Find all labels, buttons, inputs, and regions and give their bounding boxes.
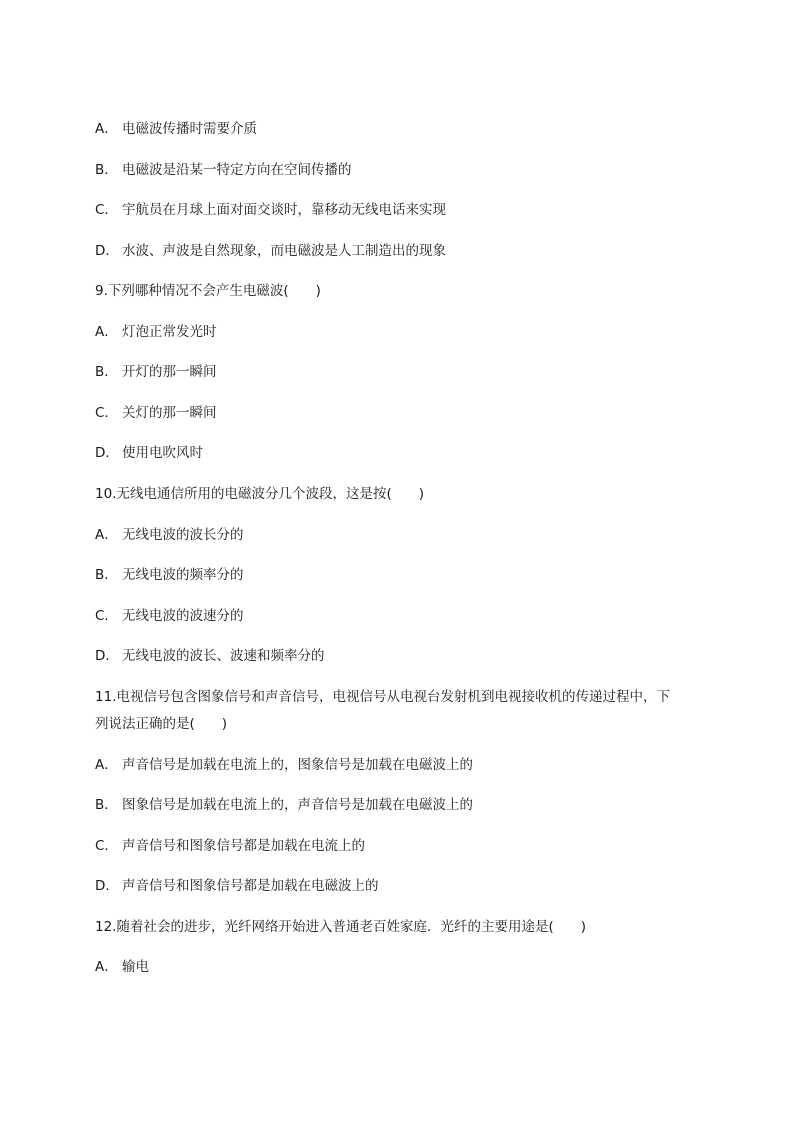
option-text: 无线电波的波长分的 bbox=[122, 527, 244, 543]
option-letter: B． bbox=[95, 567, 118, 583]
option-text: 使用电吹风时 bbox=[122, 445, 203, 461]
option-letter: A． bbox=[95, 527, 118, 543]
option-line bbox=[95, 526, 244, 544]
option-line bbox=[95, 323, 217, 341]
option-letter: D． bbox=[95, 878, 119, 894]
option-line bbox=[95, 161, 352, 179]
option-line bbox=[95, 756, 473, 774]
option-letter: A． bbox=[95, 121, 118, 137]
option-text: 水波、声波是自然现象，而电磁波是人工制造出的现象 bbox=[122, 243, 446, 259]
option-line bbox=[95, 877, 379, 895]
option-text: 声音信号是加载在电流上的，图象信号是加载在电磁波上的 bbox=[122, 757, 473, 773]
option-line bbox=[95, 404, 217, 422]
option-text: 电磁波传播时需要介质 bbox=[122, 121, 257, 137]
question-line: 9.下列哪种情况不会产生电磁波( ) bbox=[95, 283, 321, 299]
option-line bbox=[95, 120, 257, 138]
option-letter: A． bbox=[95, 757, 118, 773]
option-letter: A． bbox=[95, 959, 118, 975]
option-line bbox=[95, 647, 325, 665]
option-text: 声音信号和图象信号都是加载在电流上的 bbox=[122, 838, 365, 854]
option-letter: B． bbox=[95, 162, 118, 178]
option-letter: D． bbox=[95, 243, 119, 259]
option-text: 无线电波的波长、波速和频率分的 bbox=[122, 648, 325, 664]
option-text: 电磁波是沿某一特定方向在空间传播的 bbox=[122, 162, 352, 178]
question-line: 列说法正确的是( ) bbox=[95, 716, 228, 732]
option-text: 灯泡正常发光时 bbox=[122, 324, 217, 340]
question-line: 11.电视信号包含图象信号和声音信号，电视信号从电视台发射机到电视接收机的传递过程中，下 bbox=[95, 689, 670, 705]
question-line: 10.无线电通信所用的电磁波分几个波段，这是按( ) bbox=[95, 486, 425, 502]
question-line: 12.随着社会的进步，光纤网络开始进入普通老百姓家庭．光纤的主要用途是( ) bbox=[95, 919, 587, 935]
option-text: 输电 bbox=[122, 959, 149, 975]
option-letter: A． bbox=[95, 324, 118, 340]
option-text: 无线电波的波速分的 bbox=[122, 608, 244, 624]
option-letter: C． bbox=[95, 405, 118, 421]
option-letter: C． bbox=[95, 608, 118, 624]
option-line bbox=[95, 958, 149, 976]
option-letter: D． bbox=[95, 648, 119, 664]
option-letter: D． bbox=[95, 445, 119, 461]
option-letter: B． bbox=[95, 797, 118, 813]
option-text: 关灯的那一瞬间 bbox=[122, 405, 217, 421]
option-line bbox=[95, 607, 244, 625]
option-line bbox=[95, 566, 244, 584]
option-line bbox=[95, 444, 203, 462]
option-letter: C． bbox=[95, 838, 118, 854]
option-line bbox=[95, 796, 473, 814]
option-line bbox=[95, 363, 217, 381]
option-text: 宇航员在月球上面对面交谈时，靠移动无线电话来实现 bbox=[122, 202, 446, 218]
option-text: 开灯的那一瞬间 bbox=[122, 364, 217, 380]
option-letter: B． bbox=[95, 364, 118, 380]
option-letter: C． bbox=[95, 202, 118, 218]
option-text: 声音信号和图象信号都是加载在电磁波上的 bbox=[122, 878, 379, 894]
option-text: 无线电波的频率分的 bbox=[122, 567, 244, 583]
option-line bbox=[95, 242, 446, 260]
option-line bbox=[95, 837, 365, 855]
option-text: 图象信号是加载在电流上的，声音信号是加载在电磁波上的 bbox=[122, 797, 473, 813]
option-line bbox=[95, 201, 446, 219]
